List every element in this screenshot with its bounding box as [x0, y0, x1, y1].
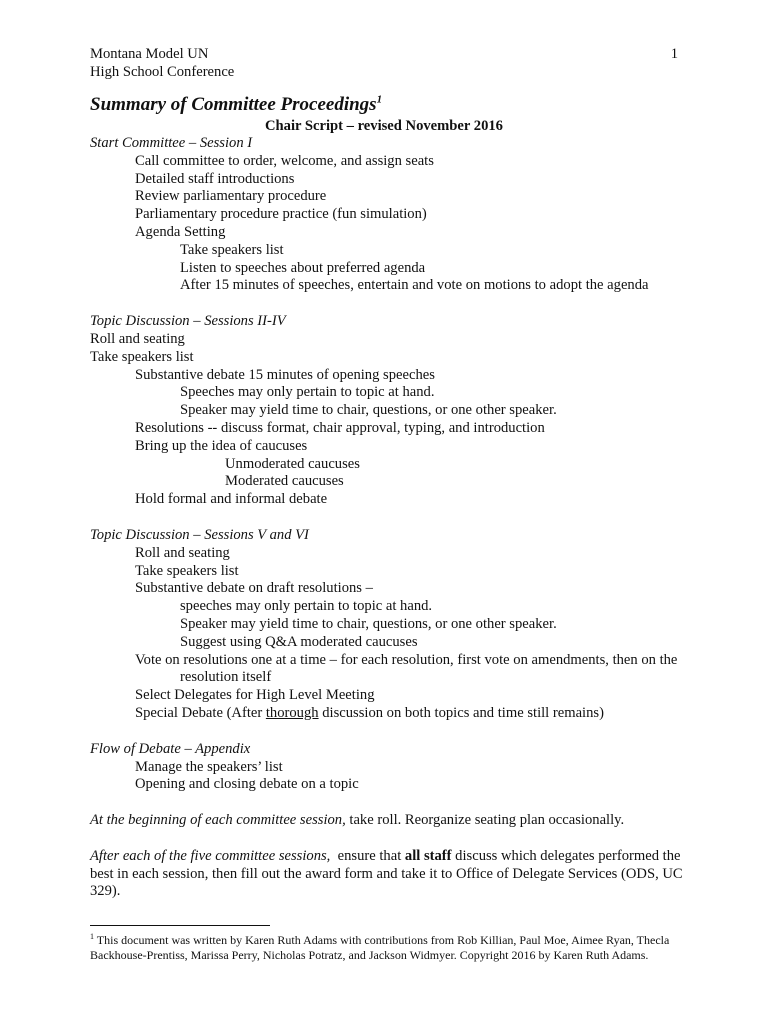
document-body: [90, 135, 690, 901]
list-subitem: Speeches may only pertain to topic at hand.: [180, 384, 435, 401]
list-subitem: Listen to speeches about preferred agenda: [180, 259, 426, 276]
list-subitem: Unmoderated caucuses: [225, 455, 360, 472]
running-header: [90, 46, 234, 82]
list-item: Roll and seating: [135, 544, 230, 561]
paragraph-text: take roll. Reorganize seating plan occasionally.: [345, 812, 625, 829]
header-org: Montana Model UN: [90, 46, 209, 62]
list-item: Opening and closing debate on a topic: [135, 776, 359, 793]
list-item: Resolutions -- discuss format, chair approval, typing, and introduction: [135, 419, 545, 436]
list-item: Substantive debate 15 minutes of opening speeches: [135, 366, 435, 383]
section-heading: Start Committee – Session I: [90, 135, 253, 151]
footnote-divider: [90, 925, 270, 926]
list-subitem: Suggest using Q&A moderated caucuses: [180, 633, 418, 650]
special-text-start: Special Debate (After: [135, 704, 266, 721]
list-item: Take speakers list: [135, 562, 239, 579]
list-subitem: Speaker may yield time to chair, questions, or one other speaker.: [180, 615, 557, 632]
paragraph-italic: At the beginning of each committee session,: [90, 812, 346, 829]
footnote-mark: 1: [90, 932, 94, 941]
list-item: Parliamentary procedure practice (fun simulation): [135, 206, 427, 223]
list-subitem: Take speakers list: [180, 241, 284, 258]
list-subitem: speeches may only pertain to topic at hand.: [180, 598, 433, 615]
paragraph-text: ensure that: [330, 847, 405, 864]
footnote-text: This document was written by Karen Ruth Adams with contributions from Rob Killian, Paul Moe, Aimee Ryan, Thecla Backhouse-Prentiss, Marissa Perry, Nicholas Potratz, and Jackson Widmyer. Copyright 2016 by Karen Ruth Adams.: [90, 933, 670, 962]
list-item: Take speakers list: [90, 348, 194, 365]
list-item: Substantive debate on draft resolutions –: [135, 580, 373, 597]
list-item: Select Delegates for High Level Meeting: [135, 687, 375, 704]
list-item: Vote on resolutions one at a time – for each resolution, first vote on amendments, then on the resolution itself: [135, 651, 678, 686]
paragraph-text: discuss which delegates performed the best in each session, then fill out the award form and take it to Office of Delegate Services (ODS, UC 329).: [90, 847, 683, 900]
paragraph: [90, 848, 690, 901]
special-text-end: discussion on both topics and time still remains): [318, 704, 604, 721]
paragraph-italic: After each of the five committee sessions,: [90, 847, 331, 864]
page-number: 1: [670, 46, 678, 62]
document-subtitle: Chair Script – revised November 2016: [265, 118, 503, 134]
list-item: Manage the speakers’ list: [135, 758, 283, 775]
list-subitem: After 15 minutes of speeches, entertain and vote on motions to adopt the agenda: [180, 277, 649, 294]
list-item: [90, 705, 690, 723]
list-item: Detailed staff introductions: [135, 170, 295, 187]
list-item: Roll and seating: [90, 330, 185, 347]
list-item: Bring up the idea of caucuses: [135, 437, 308, 454]
list-item: Hold formal and informal debate: [135, 491, 328, 508]
paragraph-bold: all staff: [404, 847, 452, 864]
header-event: High School Conference: [90, 63, 235, 80]
list-subitem: Moderated caucuses: [225, 473, 344, 490]
title-text: Summary of Committee Proceedings: [90, 94, 377, 115]
special-underlined-word: thorough: [265, 704, 319, 721]
section-heading: Flow of Debate – Appendix: [90, 740, 251, 757]
footnote: [90, 933, 690, 963]
list-subitem: Speaker may yield time to chair, questions, or one other speaker.: [180, 402, 557, 419]
list-item: Call committee to order, welcome, and assign seats: [135, 152, 434, 169]
section-heading: Topic Discussion – Sessions V and VI: [90, 526, 309, 543]
list-item: Agenda Setting: [135, 223, 226, 240]
list-item: Review parliamentary procedure: [135, 188, 327, 205]
title-footnote-mark: 1: [376, 93, 383, 106]
section-heading: Topic Discussion – Sessions II-IV: [90, 313, 286, 330]
document-title: [90, 94, 382, 116]
paragraph: [90, 812, 690, 830]
